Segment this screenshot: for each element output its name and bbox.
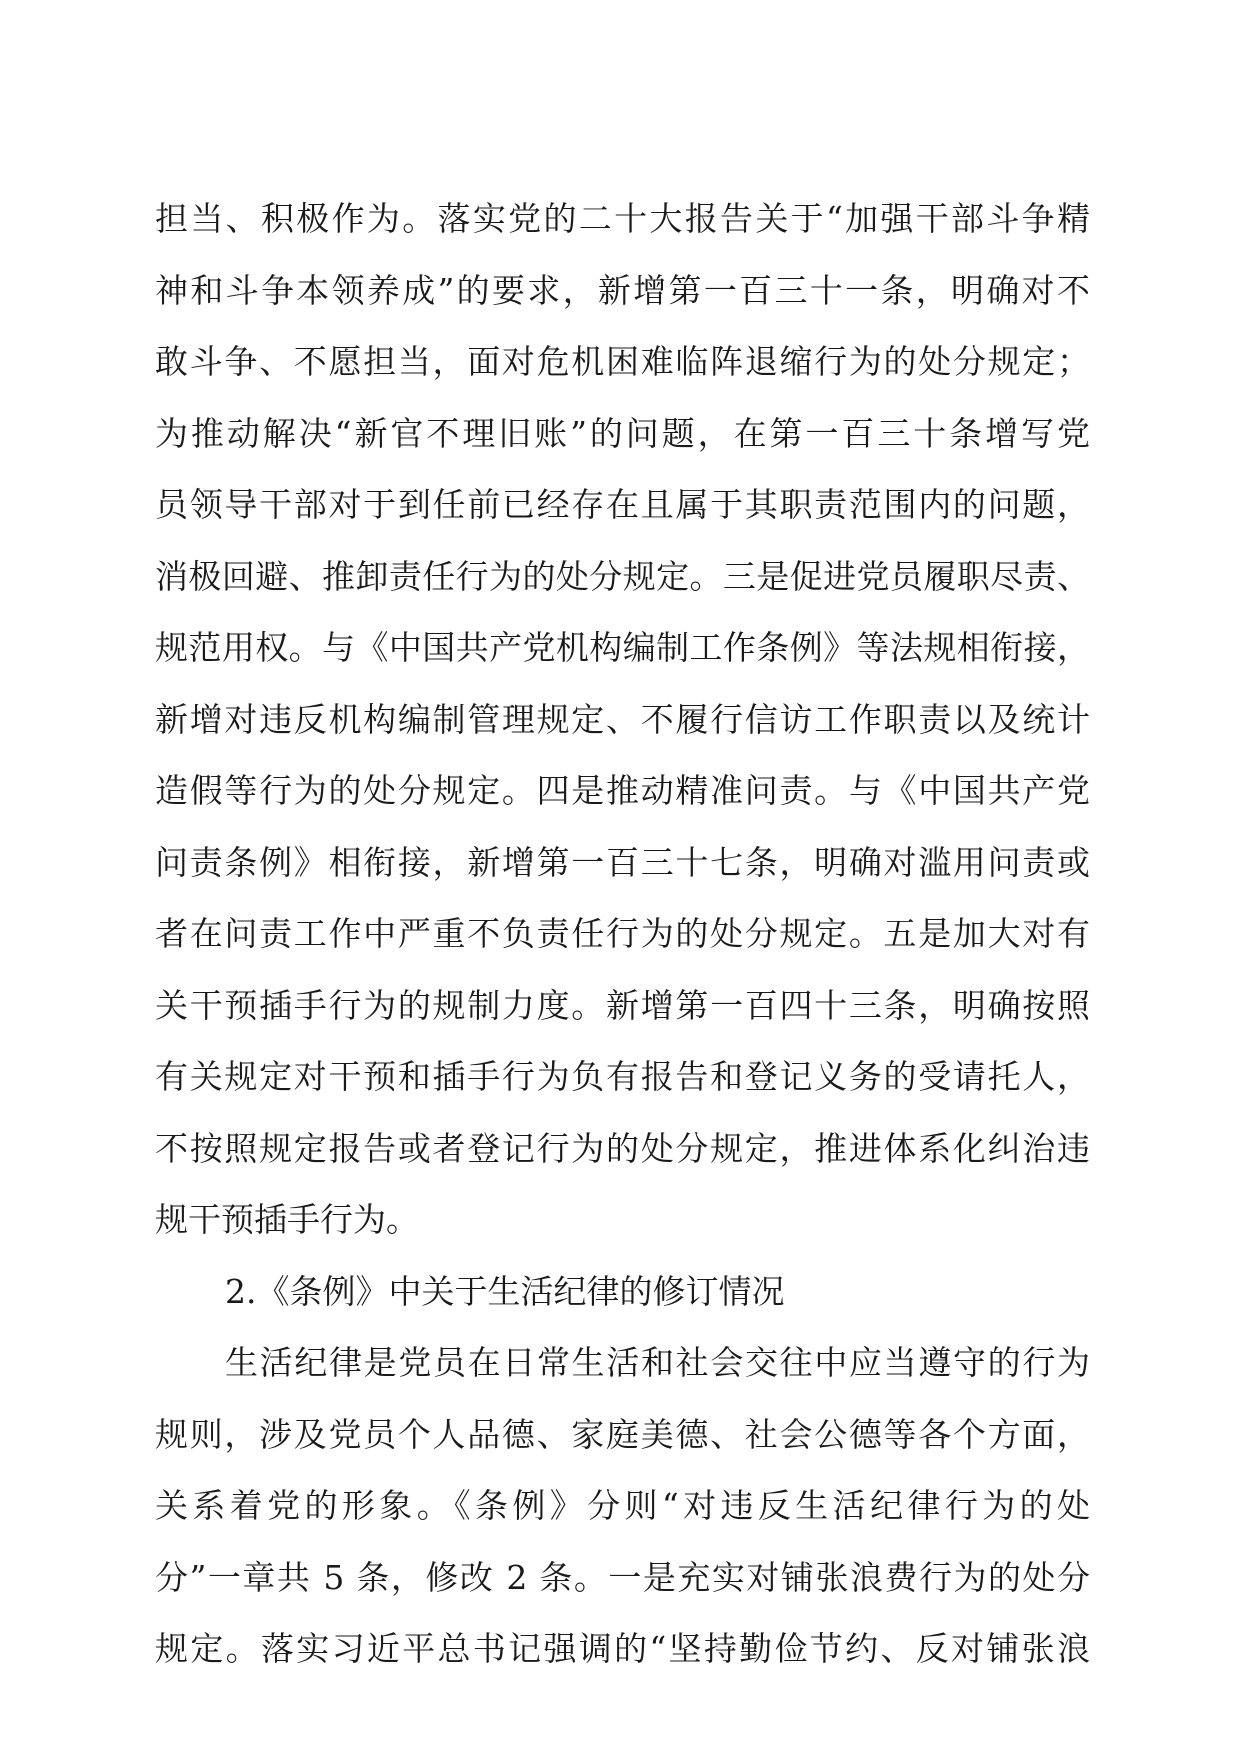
text-line: 规则，涉及党员个人品德、家庭美德、社会公德等各个方面，: [155, 1414, 1090, 1454]
text-line: 神和斗争本领养成”的要求，新增第一百三十一条，明确对不: [155, 270, 1090, 310]
text-line: 规定。落实习近平总书记强调的“坚持勤俭节约、反对铺张浪: [155, 1629, 1090, 1668]
text-line: 规范用权。与《中国共产党机构编制工作条例》等法规相衔接，: [155, 628, 1090, 667]
body-text: [155, 183, 1090, 1685]
text-line: 敢斗争、不愿担当，面对危机困难临阵退缩行为的处分规定；: [155, 342, 1090, 381]
text-line: 为推动解决“新官不理旧账”的问题，在第一百三十条增写党: [155, 413, 1090, 453]
text-line: 担当、积极作为。落实党的二十大报告关于“加强干部斗争精: [155, 199, 1090, 238]
text-line: 问责条例》相衔接，新增第一百三十七条，明确对滥用问责或: [155, 842, 1090, 882]
text-line: 生活纪律是党员在日常生活和社会交往中应当遵守的行为: [225, 1343, 1090, 1382]
text-line: 有关规定对干预和插手行为负有报告和登记义务的受请托人，: [155, 1057, 1090, 1096]
text-line: 关干预插手行为的规制力度。新增第一百四十三条，明确按照: [155, 985, 1090, 1025]
text-line: 者在问责工作中严重不负责任行为的处分规定。五是加大对有: [155, 914, 1090, 953]
text-line: 新增对违反机构编制管理规定、不履行信访工作职责以及统计: [155, 699, 1090, 739]
section-heading: 2.《条例》中关于生活纪律的修订情况: [225, 1271, 785, 1311]
text-line: 消极回避、推卸责任行为的处分规定。三是促进党员履职尽责、: [155, 556, 1090, 596]
text-line: 关系着党的形象。《条例》分则“对违反生活纪律行为的处: [155, 1486, 1090, 1525]
text-line: 分”一章共 5 条，修改 2 条。一是充实对铺张浪费行为的处分: [155, 1557, 1090, 1597]
text-line: 不按照规定报告或者登记行为的处分规定，推进体系化纠治违: [155, 1128, 1090, 1168]
text-line: 规干预插手行为。: [155, 1200, 419, 1239]
text-line: 造假等行为的处分规定。四是推动精准问责。与《中国共产党: [155, 771, 1090, 810]
text-line: 员领导干部对于到任前已经存在且属于其职责范围内的问题，: [155, 485, 1090, 524]
